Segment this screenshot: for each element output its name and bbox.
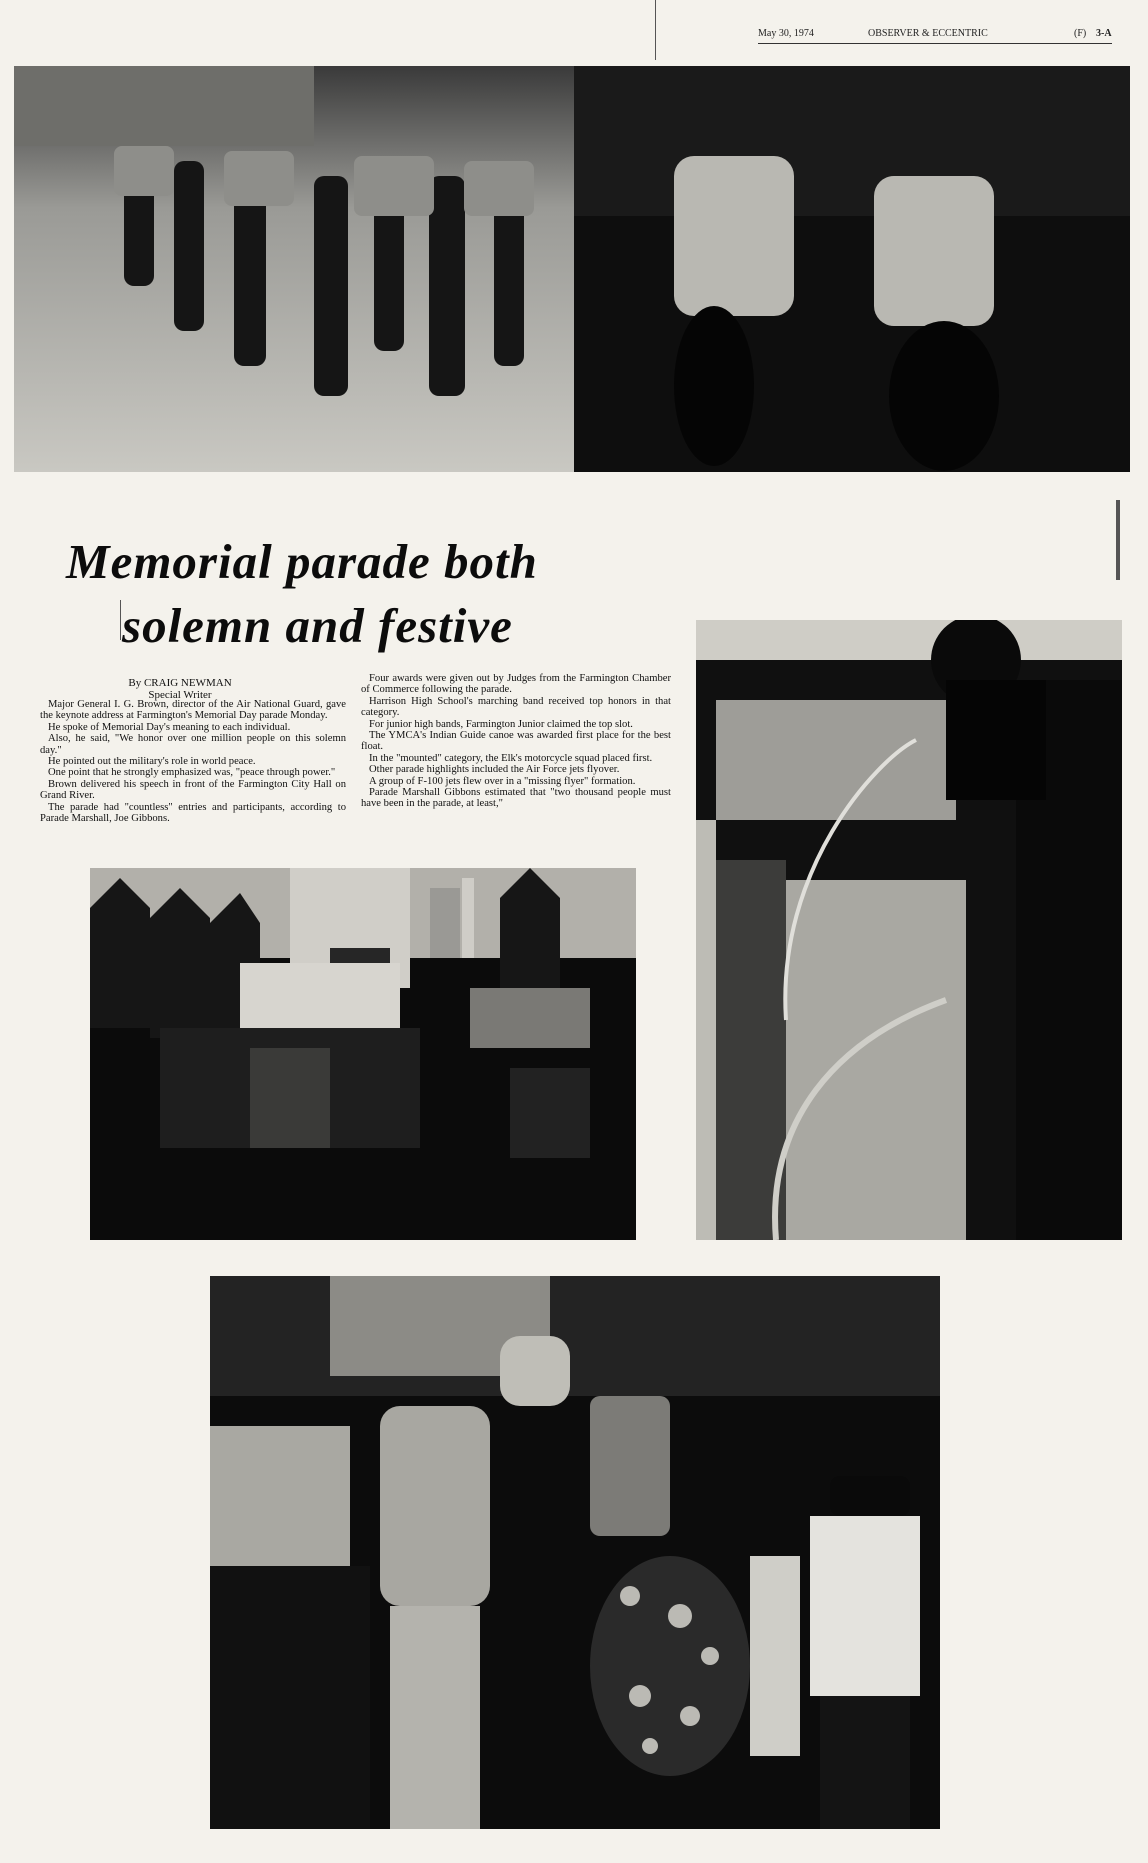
headline-line-2: solemn and festive (122, 598, 513, 653)
issue-date: May 30, 1974 (758, 28, 814, 39)
page-number: 3-A (1096, 28, 1112, 39)
byline-role: Special Writer (148, 689, 212, 701)
paragraph: Other parade highlights included the Air Force jets flyover. (369, 764, 620, 776)
paragraph: In the "mounted" category, the Elk's motorcycle squad placed first. (369, 752, 653, 764)
paragraph: Also, he said, "We honor over one million people on this solemn day." (40, 733, 346, 756)
photo-motorcycle-squad (14, 66, 1130, 472)
photo-wreath-ceremony (210, 1276, 940, 1829)
paragraph: A group of F-100 jets flew over in a "missing flyer" formation. (369, 775, 636, 787)
paragraph: Harrison High School's marching band received top honors in that category. (361, 695, 671, 719)
scan-speck (120, 600, 121, 640)
article-column-1 (40, 699, 346, 824)
header-rule (758, 43, 1112, 44)
article-column-2 (361, 673, 671, 810)
paragraph: The parade had "countless" entries and participants, according to Parade Marshall, Joe Gibbons. (40, 801, 346, 825)
scan-speck (655, 0, 656, 60)
paragraph: The YMCA's Indian Guide canoe was awarded first place for the best float. (361, 730, 671, 753)
paragraph: Brown delivered his speech in front of the Farmington City Hall on Grand River. (40, 778, 346, 802)
paragraph: Parade Marshall Gibbons estimated that "two thousand people must have been in the parade, at least," (361, 787, 671, 810)
byline-author: By CRAIG NEWMAN (128, 677, 232, 689)
paragraph: For junior high bands, Farmington Junior claimed the top slot. (369, 718, 633, 730)
headline-line-1: Memorial parade both (66, 534, 538, 589)
paragraph: He spoke of Memorial Day's meaning to each individual. (48, 721, 291, 733)
headline (66, 530, 686, 658)
paragraph: He pointed out the military's role in world peace. (48, 756, 256, 768)
photo-speaker-podium (90, 868, 636, 1240)
paragraph: One point that he strongly emphasized was, "peace through power." (48, 767, 336, 779)
newspaper-name: OBSERVER & ECCENTRIC (868, 28, 988, 39)
paragraph: Four awards were given out by Judges from the Farmington Chamber of Commerce following the parade. (361, 673, 671, 696)
photo-bugler (696, 620, 1122, 1240)
paragraph: Major General I. G. Brown, director of the Air National Guard, gave the keynote address at Farmington's Memorial Day parade Monday. (40, 699, 346, 722)
byline (100, 677, 260, 701)
scan-speck (1116, 500, 1120, 580)
edition-mark: (F) (1074, 28, 1087, 39)
